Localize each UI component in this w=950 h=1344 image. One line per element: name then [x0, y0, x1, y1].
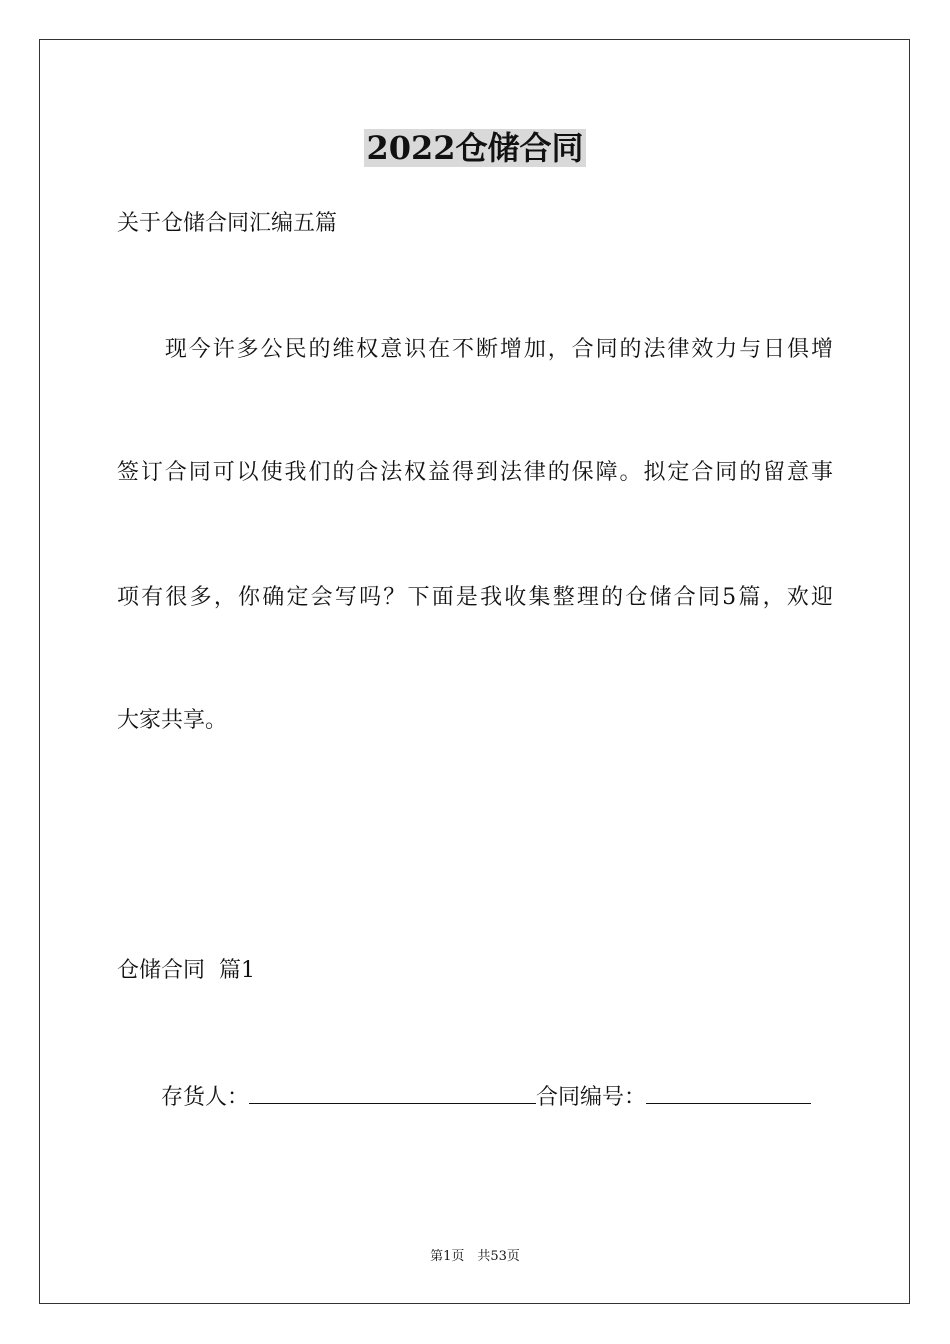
contract-number-blank: [646, 1079, 811, 1104]
document-title: [0, 126, 950, 170]
contract-number-label: 合同编号：: [536, 1085, 647, 1110]
intro-line-1: 现今许多公民的维权意识在不断增加，合同的法律效力与日俱增: [117, 337, 833, 362]
depositor-blank: [249, 1079, 536, 1104]
section-heading: 仓储合同 篇1: [117, 958, 255, 983]
form-line: [117, 1079, 833, 1114]
intro-line-4: 大家共享。: [117, 708, 228, 733]
document-subtitle: 关于仓储合同汇编五篇: [117, 211, 338, 236]
intro-line-3: 项有很多，你确定会写吗？下面是我收集整理的仓储合同5篇，欢迎: [117, 585, 833, 610]
page-footer: 第1页 共53页: [430, 1249, 520, 1264]
document-title-text: 2022仓储合同: [366, 129, 584, 167]
intro-line-2: 签订合同可以使我们的合法权益得到法律的保障。拟定合同的留意事: [117, 460, 833, 485]
depositor-label: 存货人：: [117, 1085, 250, 1110]
